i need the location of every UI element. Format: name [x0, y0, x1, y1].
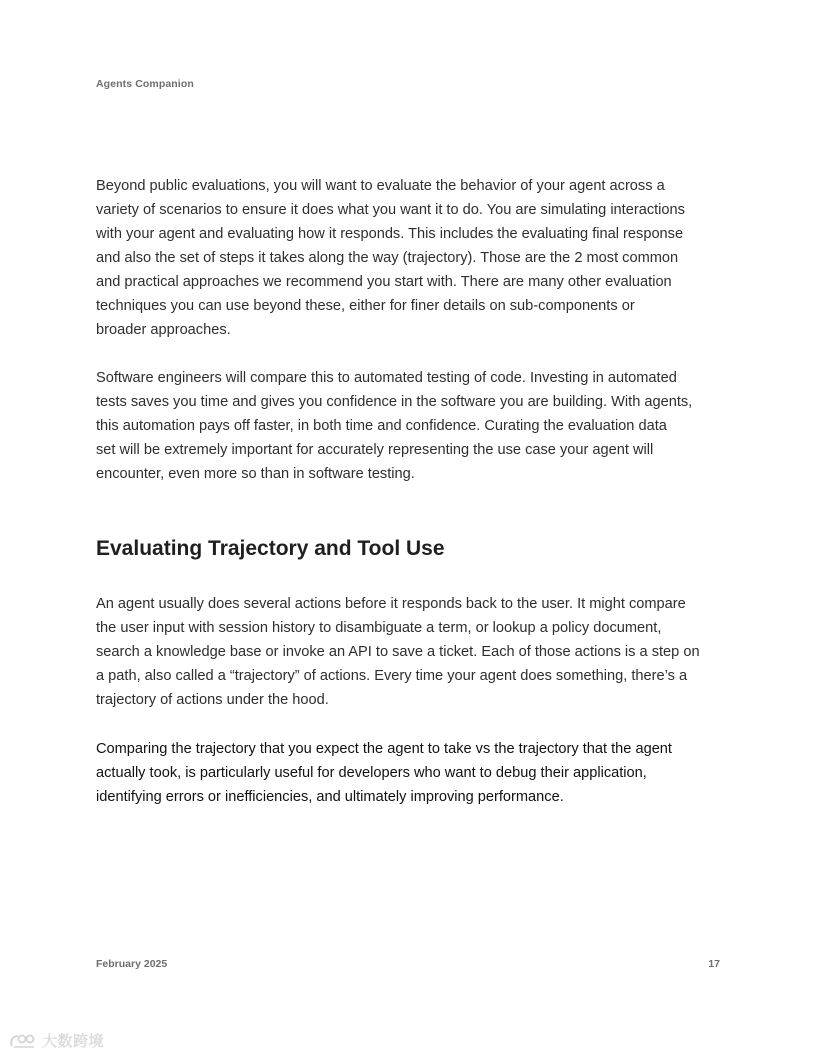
text-line: with your agent and evaluating how it responds. This includes the evaluating final response: [96, 226, 684, 242]
watermark: [8, 1030, 104, 1051]
footer-date: February 2025: [96, 958, 168, 970]
paragraph-agent-actions: [96, 592, 720, 712]
text-line: set will be extremely important for accurately representing the use case your agent will: [96, 442, 654, 458]
text-line: the user input with session history to disambiguate a term, or lookup a policy document,: [96, 620, 662, 636]
footer-page-number: 17: [708, 958, 720, 970]
text-line: this automation pays off faster, in both time and confidence. Curating the evaluation data: [96, 418, 667, 434]
text-line: and also the set of steps it takes along the way (trajectory). Those are the 2 most common: [96, 250, 679, 266]
text-line: variety of scenarios to ensure it does what you want it to do. You are simulating interactions: [96, 202, 685, 218]
paragraph-automated-testing: [96, 366, 720, 486]
text-line: Software engineers will compare this to automated testing of code. Investing in automated: [96, 370, 677, 386]
paragraph-comparing-trajectory: [96, 737, 720, 809]
running-header-title: Agents Companion: [96, 78, 194, 90]
text-line: encounter, even more so than in software testing.: [96, 466, 415, 482]
text-line: Beyond public evaluations, you will want to evaluate the behavior of your agent across a: [96, 178, 665, 194]
paragraph-public-evaluations: [96, 174, 720, 342]
watermark-text: 大数跨境: [42, 1032, 105, 1050]
text-line: actually took, is particularly useful for developers who want to debug their application,: [96, 765, 647, 781]
text-line: tests saves you time and gives you confidence in the software you are building. With agents,: [96, 394, 693, 410]
section-heading: Evaluating Trajectory and Tool Use: [96, 537, 445, 560]
text-line: identifying errors or inefficiencies, and ultimately improving performance.: [96, 789, 564, 805]
text-line: trajectory of actions under the hood.: [96, 692, 329, 708]
text-line: techniques you can use beyond these, either for finer details on sub-components or: [96, 298, 635, 314]
text-line: and practical approaches we recommend you start with. There are many other evaluation: [96, 274, 672, 290]
page-content: [96, 174, 720, 809]
text-line: An agent usually does several actions before it responds back to the user. It might compare: [96, 596, 686, 612]
text-line: broader approaches.: [96, 322, 231, 338]
text-line: a path, also called a “trajectory” of actions. Every time your agent does something, there’s a: [96, 668, 688, 684]
dashu-logo-icon: [8, 1032, 38, 1050]
text-line: search a knowledge base or invoke an API to save a ticket. Each of those actions is a step on: [96, 644, 700, 660]
text-line: Comparing the trajectory that you expect the agent to take vs the trajectory that the agent: [96, 741, 672, 757]
